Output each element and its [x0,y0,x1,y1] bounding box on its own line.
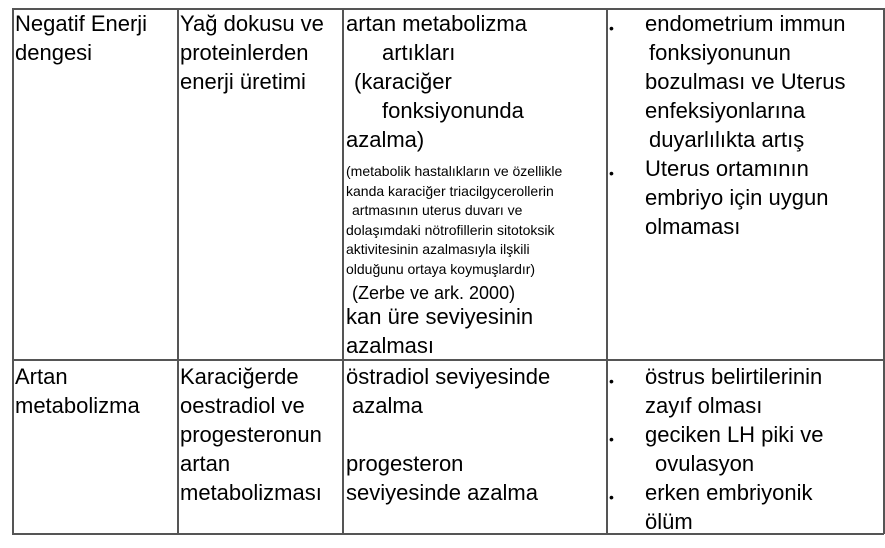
table-divider-3 [606,8,608,534]
note-line: aktivitesinin azalmasıyla ilşkili [346,241,530,257]
bullet-icon: • [609,165,614,181]
row1-col3-tail [346,302,533,360]
cell-line: ovulasyon [655,451,755,476]
note-line: artmasının uterus duvarı ve [352,202,523,218]
reference-text: (Zerbe ve ark. 2000) [352,283,516,303]
cell-line: Uterus ortamının [645,156,809,181]
cell-line: kan üre seviyesinin [346,304,534,329]
row1-col3-cell [346,9,527,154]
cell-line: azalma [352,393,423,418]
cell-line: östradiol seviyesinde [346,364,551,389]
cell-line: geciken LH piki ve [645,422,824,447]
bullet-icon: • [609,373,614,389]
cell-line: bozulması ve Uterus [645,69,846,94]
row1-col1-cell [15,9,147,67]
cell-line: zayıf olması [645,393,763,418]
cell-line: endometrium immun [645,11,846,36]
cell-line: Yağ dokusu ve [180,11,324,36]
cell-line: enfeksiyonlarına [645,98,806,123]
cell-line-empty [346,420,550,449]
cell-line: artan metabolizma [346,11,527,36]
row1-col3-note [346,162,562,279]
table-divider-2 [342,8,344,534]
table-divider-1 [177,8,179,534]
cell-line: embriyo için uygun [645,185,829,210]
cell-line: azalma) [346,127,425,152]
cell-line: metabolizması [180,480,322,505]
table-border-left [12,8,14,534]
cell-line: artan [180,451,231,476]
cell-line: azalması [346,333,435,358]
row2-col1-cell [15,362,140,420]
cell-line: seviyesinde azalma [346,480,538,505]
bullet-icon: • [609,489,614,505]
cell-line: Karaciğerde [180,364,299,389]
row2-col3-cell [346,362,550,507]
cell-line: fonksiyonunda [382,98,524,123]
cell-line: ölüm [645,509,693,534]
cell-line: Artan [15,364,68,389]
cell-line: olmaması [645,214,741,239]
row2-col2-cell [180,362,322,507]
note-line: kanda karaciğer triacilgycerollerin [346,182,554,199]
row1-col4-cell [645,9,846,241]
cell-line: progesteron [346,451,464,476]
cell-line: fonksiyonunun [649,40,791,65]
table-border-right [883,8,885,534]
cell-line: oestradiol ve [180,393,305,418]
cell-line: (karaciğer [354,69,452,94]
cell-line: enerji üretimi [180,69,306,94]
cell-line: proteinlerden [180,40,309,65]
cell-line: duyarlılıkta artış [649,127,805,152]
cell-line: progesteronun [180,422,322,447]
row1-col2-cell [180,9,324,96]
cell-line: östrus belirtilerinin [645,364,823,389]
note-line: dolaşımdaki nötrofillerin sitotoksik [346,221,555,238]
cell-line: erken embriyonik [645,480,813,505]
cell-line: Negatif Enerji [15,11,148,36]
row2-col4-cell [645,362,824,536]
cell-line: artıkları [382,40,456,65]
note-line: (metabolik hastalıkların ve özellikle [346,163,563,179]
note-line: olduğunu ortaya koymuşlardır) [346,260,536,277]
bullet-icon: • [609,431,614,447]
cell-line: metabolizma [15,393,140,418]
bullet-icon: • [609,20,614,36]
cell-line: dengesi [15,40,93,65]
